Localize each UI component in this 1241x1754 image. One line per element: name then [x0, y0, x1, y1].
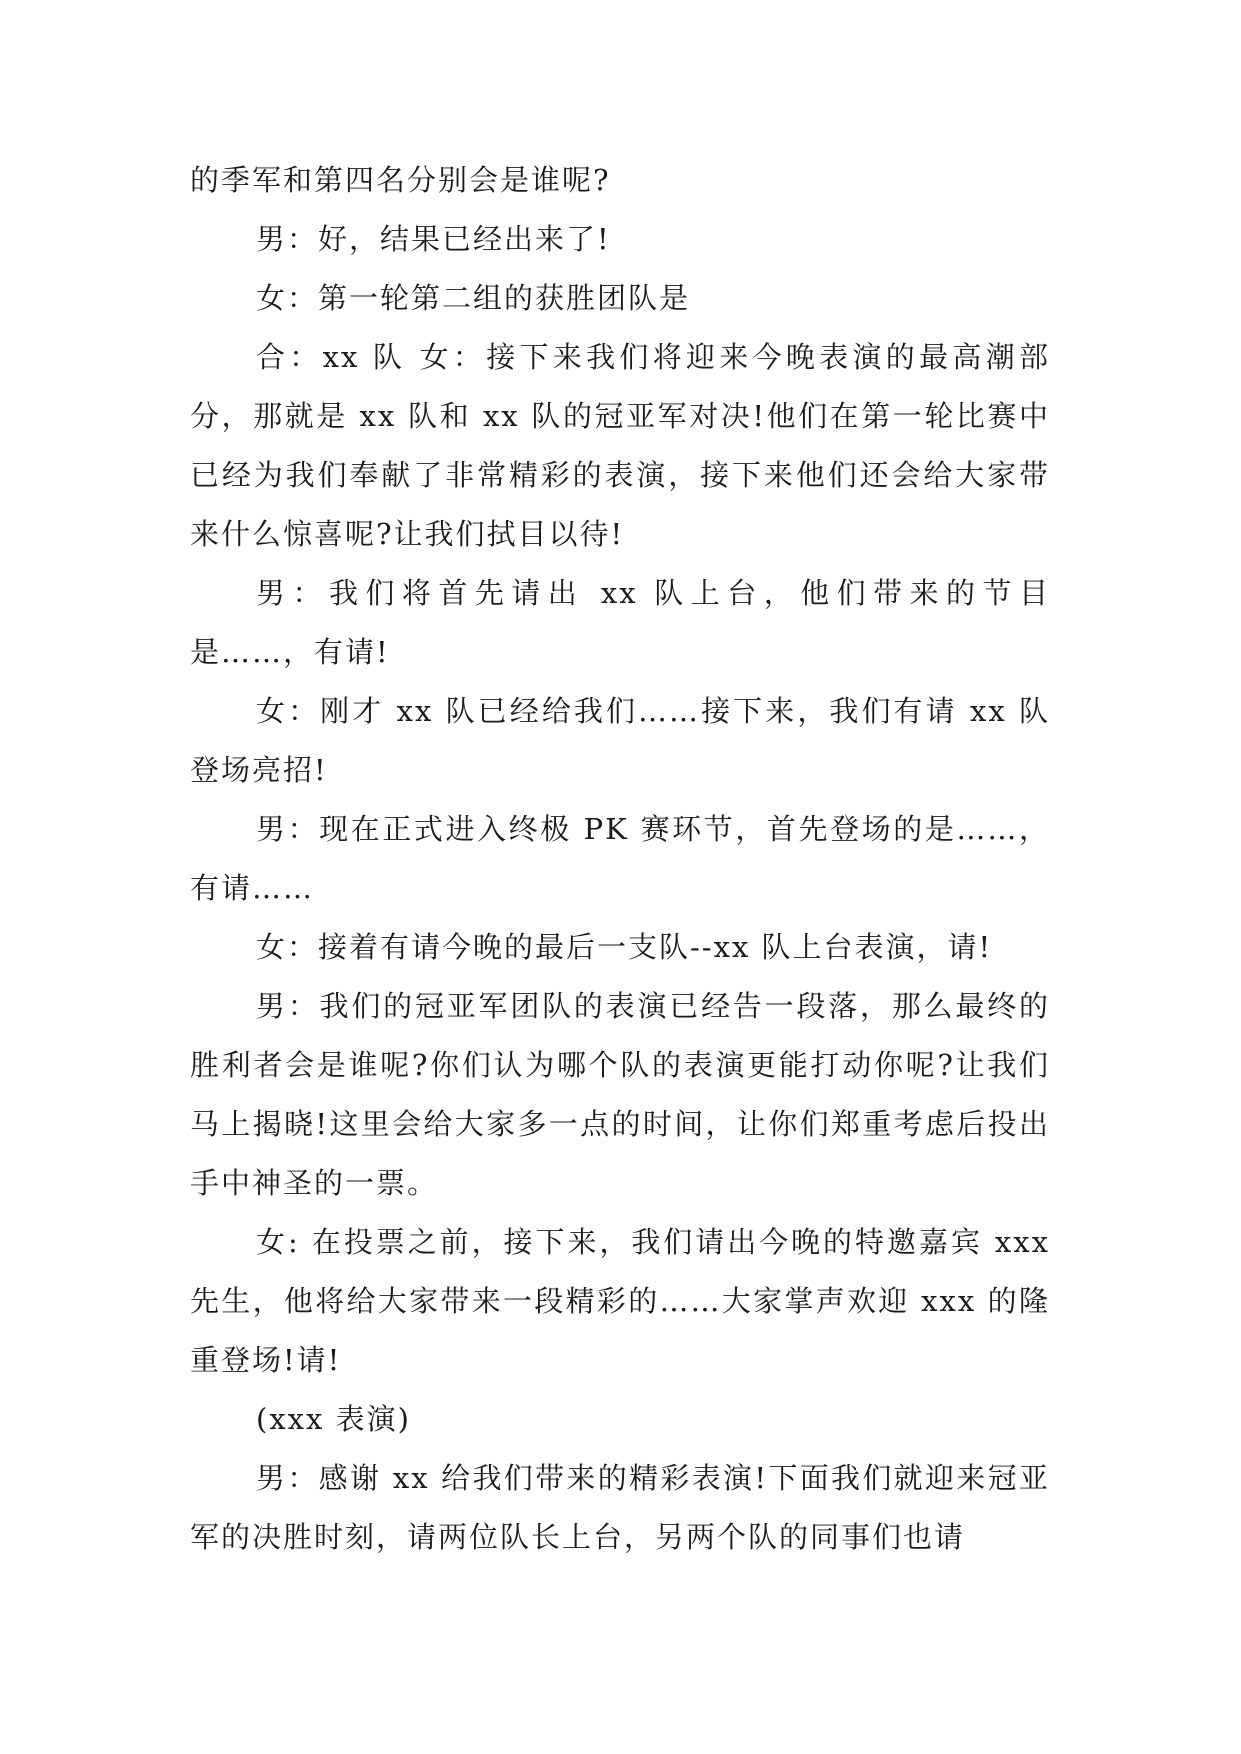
paragraph: 女：刚才 xx 队已经给我们……接下来，我们有请 xx 队登场亮招!	[190, 694, 1050, 787]
paragraph: 男：我们将首先请出 xx 队上台，他们带来的节目是……，有请!	[190, 576, 1050, 669]
paragraph: 的季军和第四名分别会是谁呢?	[190, 163, 611, 197]
document-body	[190, 151, 1050, 1567]
paragraph: 合：xx 队 女：接下来我们将迎来今晚表演的最高潮部分，那就是 xx 队和 xx 队的冠亚军对决!他们在第一轮比赛中已经为我们奉献了非常精彩的表演，接下来他们还会给大家带来什么惊喜呢?让我们拭目以待!	[190, 340, 1050, 551]
paragraph: 男：好，结果已经出来了!	[256, 222, 611, 256]
paragraph: 女：接着有请今晚的最后一支队--xx 队上台表演，请!	[256, 930, 993, 964]
paragraph: (xxx 表演)	[256, 1402, 411, 1436]
paragraph: 男：感谢 xx 给我们带来的精彩表演!下面我们就迎来冠亚军的决胜时刻，请两位队长上台，另两个队的同事们也请	[190, 1461, 1050, 1554]
paragraph: 男：现在正式进入终极 PK 赛环节，首先登场的是……，有请……	[190, 812, 1050, 905]
paragraph: 男：我们的冠亚军团队的表演已经告一段落，那么最终的胜利者会是谁呢?你们认为哪个队的表演更能打动你呢?让我们马上揭晓!这里会给大家多一点的时间，让你们郑重考虑后投出手中神圣的一票。	[190, 989, 1050, 1200]
paragraph: 女: 在投票之前，接下来，我们请出今晚的特邀嘉宾 xxx 先生，他将给大家带来一段精彩的……大家掌声欢迎 xxx 的隆重登场!请!	[190, 1225, 1050, 1377]
paragraph: 女：第一轮第二组的获胜团队是	[256, 281, 691, 315]
